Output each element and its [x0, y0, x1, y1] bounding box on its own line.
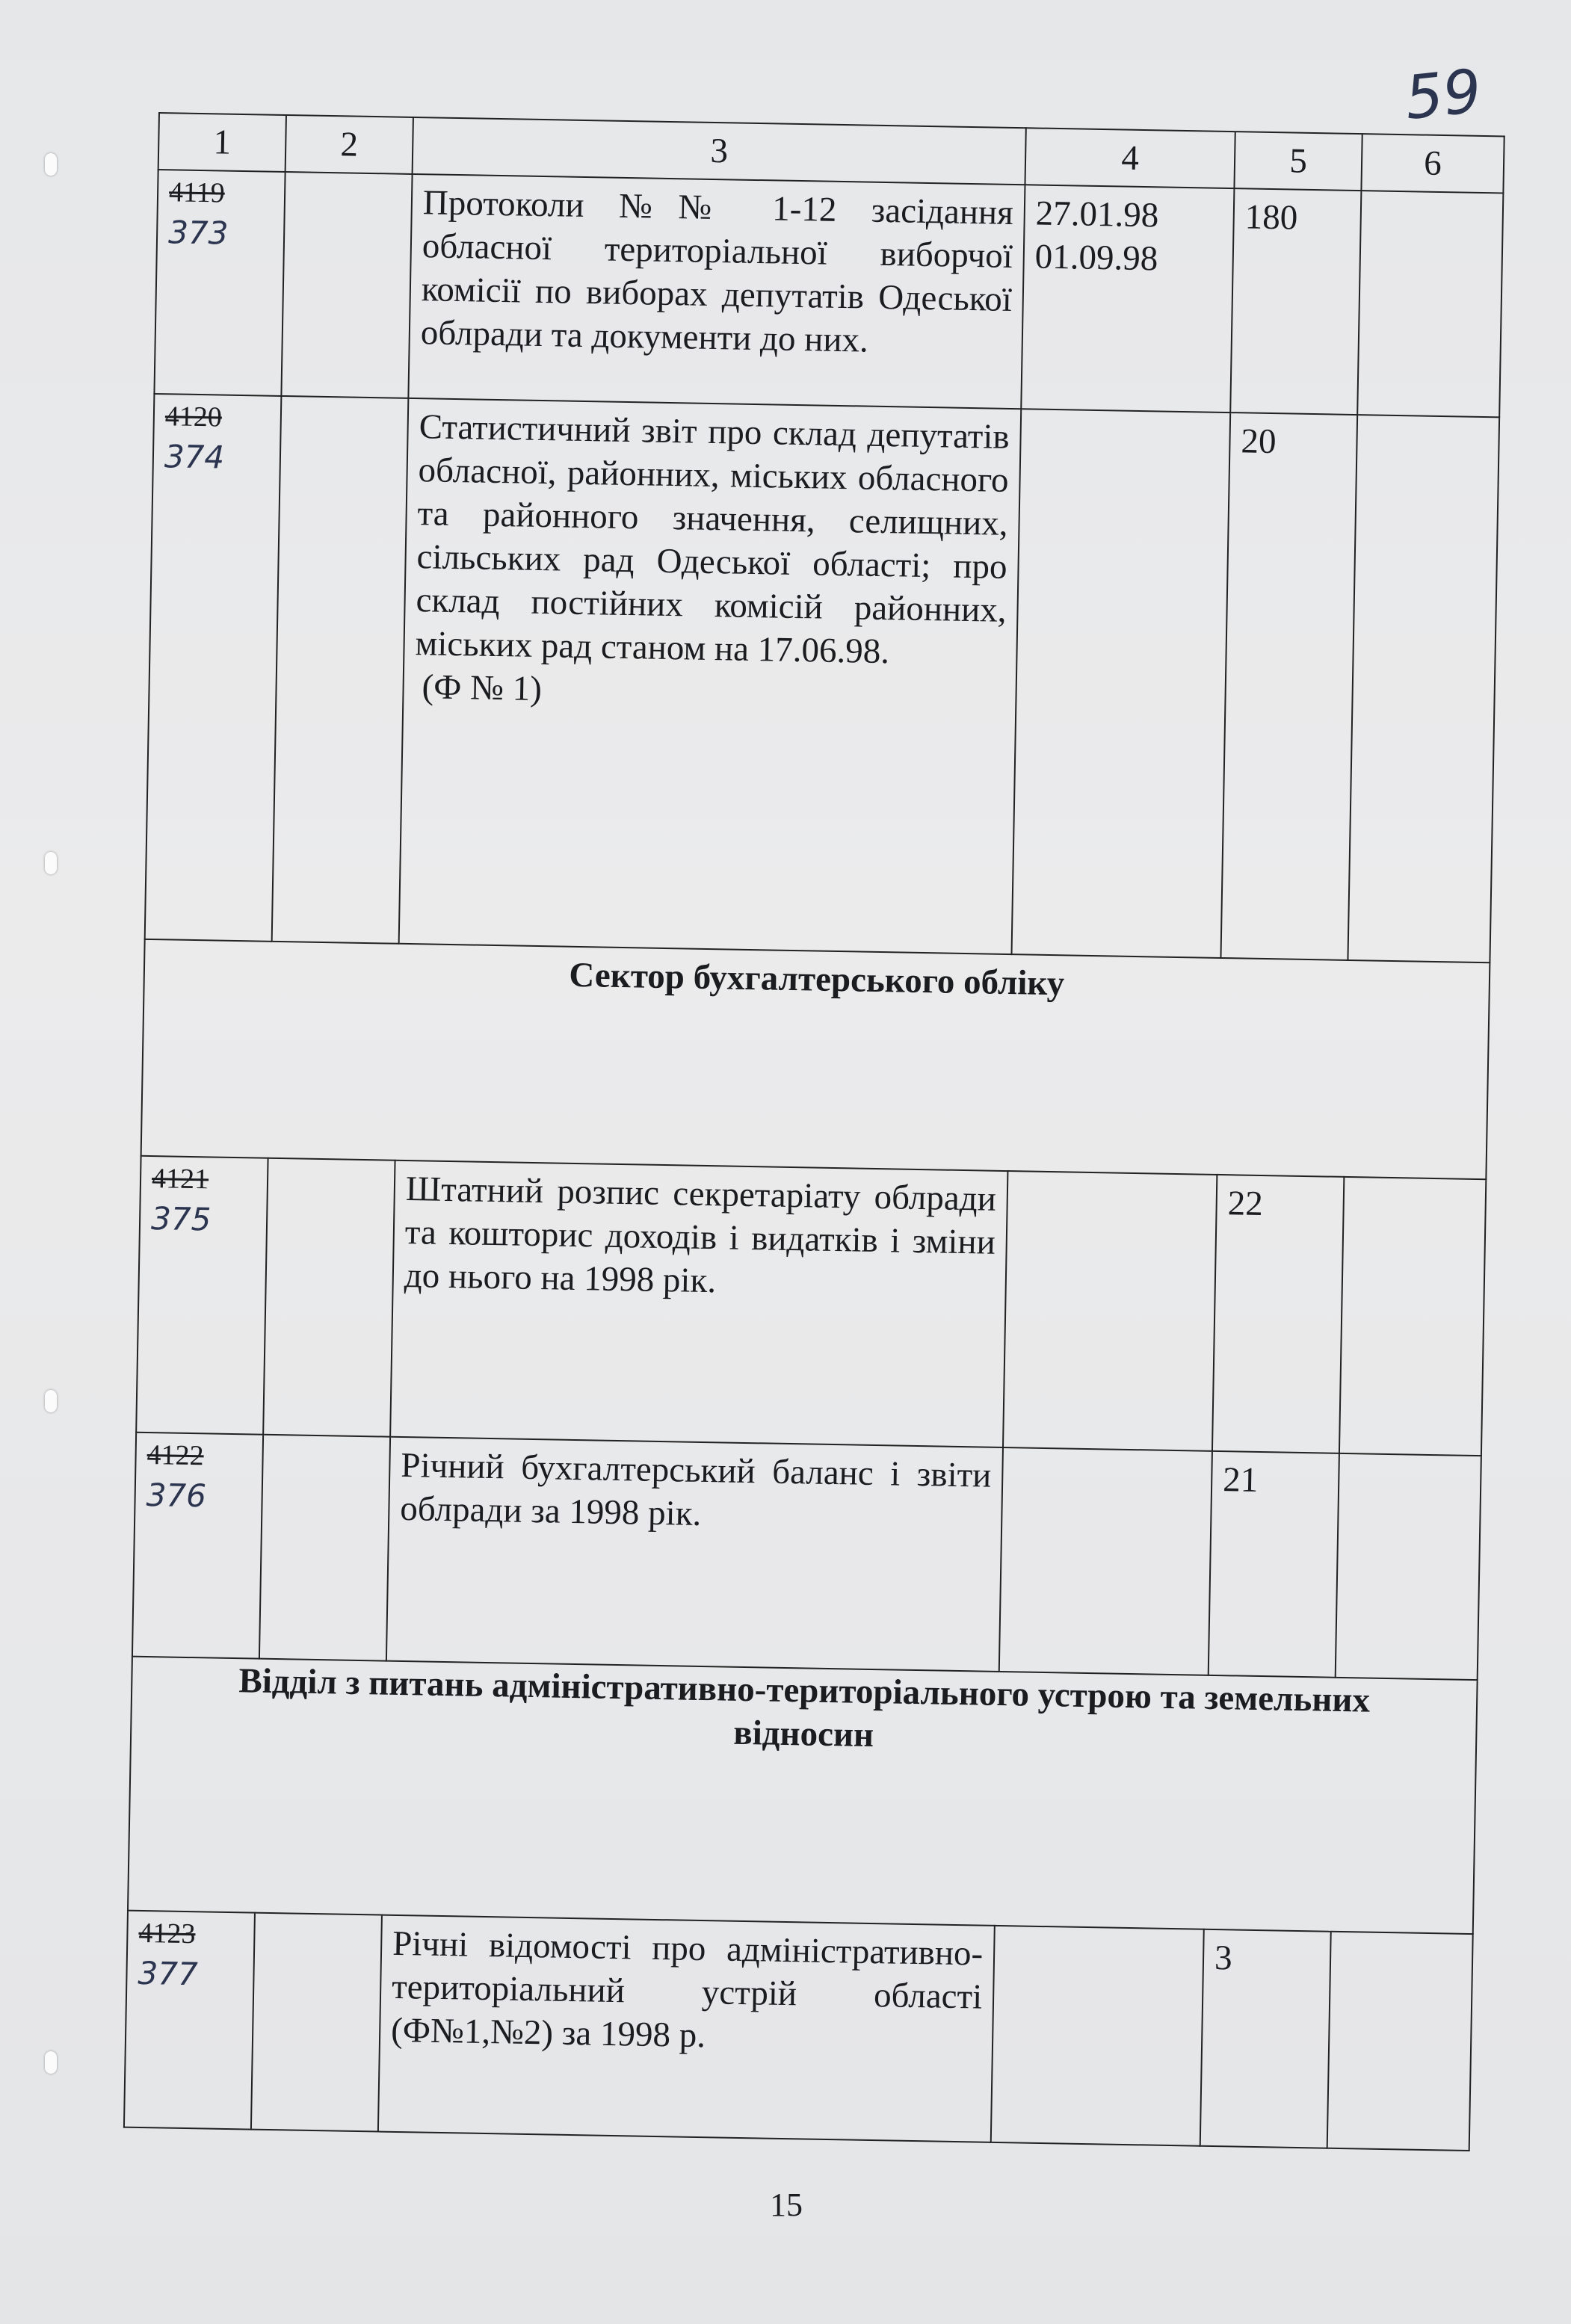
section-title: Відділ з питань адміністративно-територіального устрою та земельних відносин — [128, 1657, 1478, 1934]
section-title: Сектор бухгалтерського обліку — [141, 939, 1490, 1179]
file-title: Протоколи №№ 1-12 засідання обласної територіальної виборчої комісії по виборах депутатів Одеської облради та документи до них. — [408, 174, 1025, 409]
page-number: 15 — [770, 2187, 803, 2223]
column-header: 6 — [1361, 134, 1504, 193]
file-title: Штатний розпис секретаріату облради та кошторис доходів і видатків і зміни до нього на 1998 рік. — [390, 1161, 1007, 1447]
table-row — [145, 394, 1499, 962]
file-number-cell — [124, 1911, 255, 2130]
section-header-row — [141, 939, 1490, 1179]
file-notes — [1357, 191, 1503, 417]
table-row — [154, 170, 1503, 417]
file-pages: 21 — [1209, 1451, 1339, 1678]
file-dates — [1003, 1171, 1217, 1451]
punch-hole — [45, 1390, 57, 1412]
file-number-cell — [145, 394, 282, 942]
new-file-number: 375 — [150, 1200, 212, 1238]
file-title: Річні відомості про адміністративно-територіальний устрій області (Ф№1,№2) за 1998 р. — [378, 1915, 995, 2142]
file-dates: 27.01.98 01.09.98 — [1021, 185, 1234, 412]
col2-cell — [263, 1158, 395, 1437]
col2-cell — [272, 396, 409, 944]
new-file-number: 373 — [167, 214, 229, 252]
column-header: 5 — [1234, 132, 1362, 191]
old-file-number: 4122 — [146, 1439, 204, 1472]
new-file-number: 374 — [164, 438, 225, 476]
table-row — [132, 1433, 1481, 1680]
new-file-number: 377 — [138, 1954, 199, 1993]
col2-cell — [281, 172, 412, 398]
file-dates — [991, 1926, 1204, 2146]
file-number-cell — [154, 170, 285, 396]
punch-hole — [45, 153, 57, 176]
inventory-table-frame — [123, 112, 1504, 2183]
old-file-number: 4119 — [168, 176, 226, 209]
col2-cell — [259, 1435, 390, 1661]
file-title-cell — [399, 398, 1022, 954]
file-pages: 180 — [1230, 188, 1361, 415]
file-pages: 3 — [1200, 1929, 1331, 2148]
file-title: Статистичний звіт про склад депутатів обласної, районних, міських обласного та районного значення, селищних, сільських рад Одеської області; про склад постійних комісій районних, міських рад станом на 17.06.98. — [415, 407, 1010, 672]
punch-hole — [45, 852, 57, 874]
file-title: Річний бухгалтерський баланс і звіти облради за 1998 рік. — [386, 1437, 1003, 1672]
file-number-cell — [136, 1156, 268, 1435]
column-header: 2 — [286, 115, 413, 174]
old-file-number: 4121 — [151, 1163, 209, 1196]
section-header-row — [128, 1657, 1478, 1934]
file-dates — [1012, 409, 1231, 958]
column-header: 4 — [1025, 128, 1235, 188]
file-title-form: (Ф № 1) — [422, 667, 543, 709]
col2-cell — [251, 1913, 382, 2132]
column-header: 1 — [158, 113, 286, 172]
file-notes — [1339, 1177, 1486, 1456]
table-row — [124, 1911, 1473, 2151]
column-header: 3 — [413, 117, 1026, 185]
file-pages: 22 — [1212, 1175, 1344, 1453]
file-pages: 20 — [1220, 412, 1357, 960]
archive-sheet-number: 59 — [1401, 55, 1485, 134]
file-notes — [1327, 1932, 1473, 2151]
punch-hole — [45, 2051, 57, 2074]
inventory-table — [123, 112, 1505, 2151]
file-notes — [1348, 415, 1499, 962]
old-file-number: 4123 — [138, 1917, 196, 1950]
file-notes — [1336, 1453, 1481, 1680]
new-file-number: 376 — [146, 1477, 207, 1515]
file-dates — [999, 1447, 1212, 1675]
file-number-cell — [132, 1433, 263, 1659]
table-row — [136, 1156, 1486, 1456]
old-file-number: 4120 — [164, 401, 223, 433]
